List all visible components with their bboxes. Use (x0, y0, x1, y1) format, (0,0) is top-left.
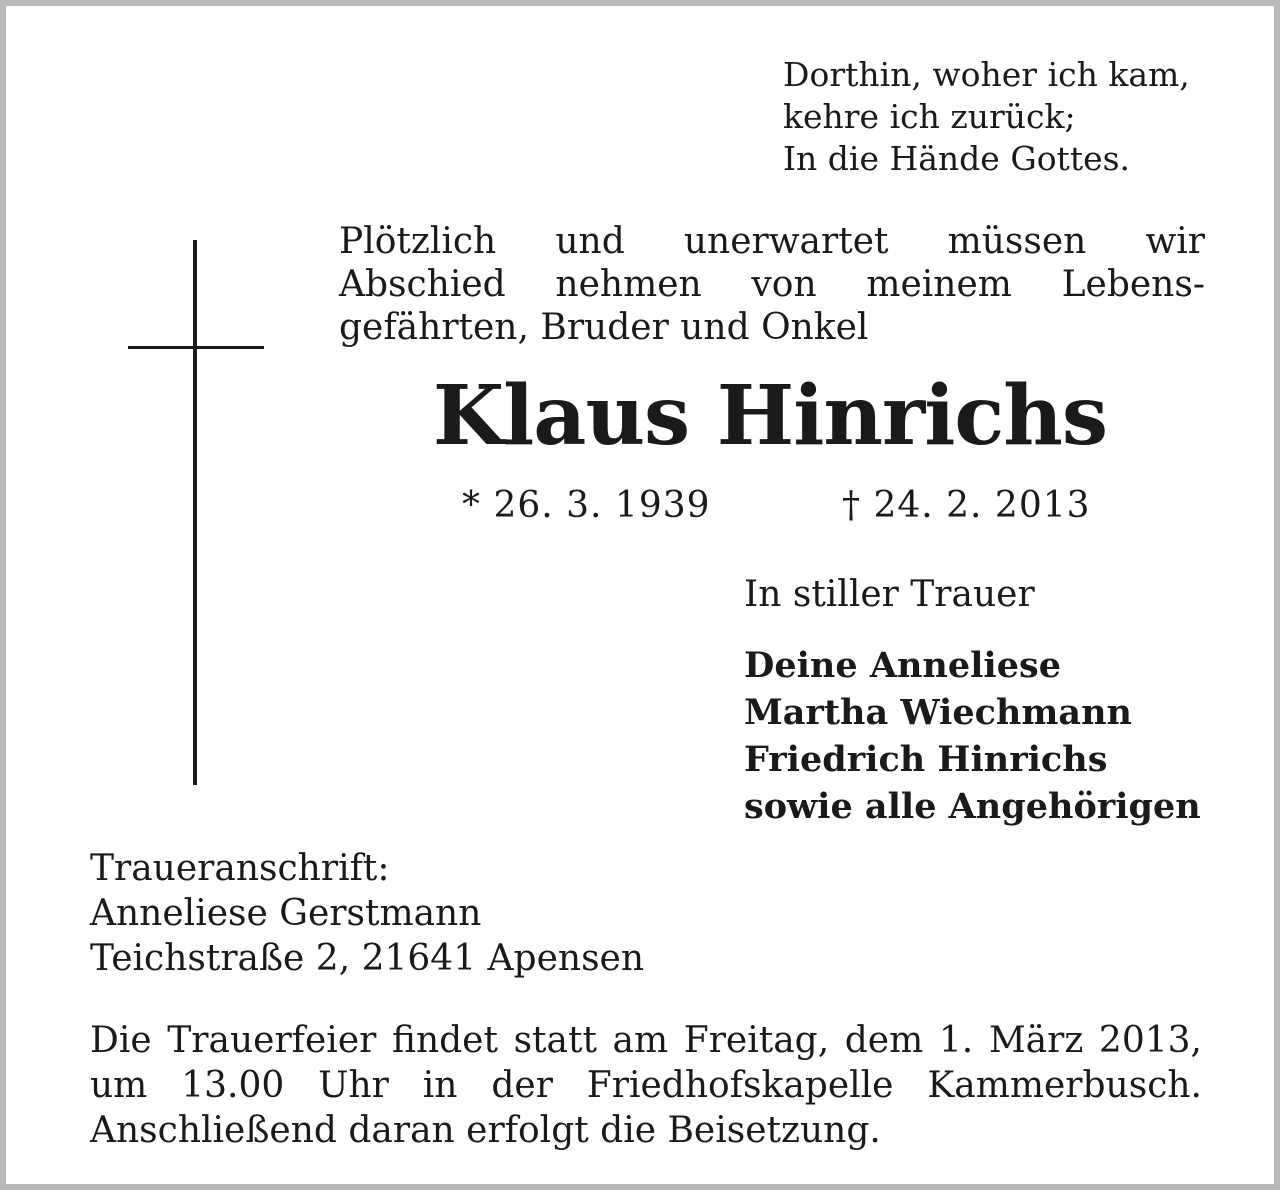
intro-line: Abschied nehmen von meinem Lebens- (339, 264, 1205, 305)
address-line: Teichstraße 2, 21641 Apensen (90, 938, 645, 979)
cross-icon (193, 240, 197, 785)
ceremony-line: Anschließend daran erfolgt die Beisetzung. (90, 1110, 881, 1151)
poem-line: kehre ich zurück; (783, 97, 1076, 136)
poem-verse (783, 54, 1190, 180)
address-line: Traueranschrift: (90, 848, 390, 889)
cross-icon-bar (128, 346, 264, 349)
intro-text (339, 220, 1205, 349)
mourning-address (90, 846, 644, 981)
mourner-name: sowie alle Angehörigen (744, 786, 1201, 827)
ceremony-info (90, 1018, 1202, 1153)
ceremony-line: um 13.00 Uhr in der Friedhofskapelle Kammerbusch. (90, 1065, 1202, 1106)
poem-line: Dorthin, woher ich kam, (783, 55, 1190, 94)
mourner-name: Deine Anneliese (744, 645, 1061, 686)
deceased-name: Klaus Hinrichs (432, 368, 1108, 464)
mourner-list (744, 642, 1201, 830)
intro-line: Plötzlich und unerwartet müssen wir (339, 221, 1205, 262)
death-date: † 24. 2. 2013 (842, 485, 1091, 526)
intro-line: gefährten, Bruder und Onkel (339, 307, 869, 348)
ceremony-line: Die Trauerfeier findet statt am Freitag, dem 1. März 2013, (90, 1020, 1202, 1061)
mourner-name: Friedrich Hinrichs (744, 739, 1108, 780)
birth-date: * 26. 3. 1939 (462, 485, 711, 526)
poem-line: In die Hände Gottes. (783, 139, 1131, 178)
mourner-name: Martha Wiechmann (744, 692, 1132, 733)
mourning-heading: In stiller Trauer (744, 574, 1035, 615)
address-line: Anneliese Gerstmann (90, 893, 482, 934)
